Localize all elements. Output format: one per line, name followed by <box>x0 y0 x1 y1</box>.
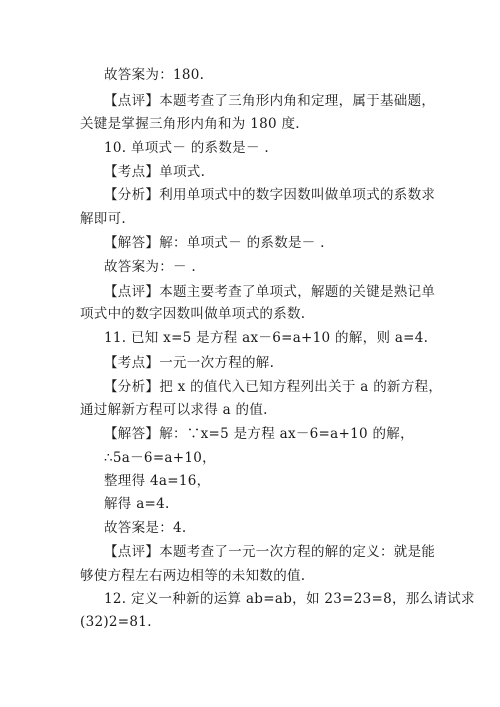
solution-step: ∴5a－6=a+10， <box>104 450 216 466</box>
question-11: 11. 已知 x=5 是方程 ax－6=a+10 的解，则 a=4. <box>104 330 429 346</box>
analysis-line-continued: 通过解新方程可以求得 a 的值. <box>80 402 268 418</box>
question-10: 10. 单项式－ 的系数是－ . <box>104 140 269 156</box>
comment-line: 【点评】本题主要考查了单项式，解题的关键是熟记单 <box>104 284 436 300</box>
analysis-line: 【分析】利用单项式中的数字因数叫做单项式的系数求 <box>104 187 436 203</box>
solution-step: 整理得 4a=16， <box>104 473 211 489</box>
comment-line-continued: 关键是掌握三角形内角和为 180 度. <box>80 116 300 132</box>
comment-line: 【点评】本题考查了三角形内角和定理，属于基础题， <box>104 93 436 109</box>
question-12-continued: (32)2=81. <box>80 614 152 630</box>
analysis-line: 【分析】把 x 的值代入已知方程列出关于 a 的新方程， <box>104 379 443 395</box>
topic-line: 【考点】一元一次方程的解. <box>104 355 275 371</box>
comment-line: 【点评】本题考查了一元一次方程的解的定义：就是能 <box>104 544 436 560</box>
answer-line: 故答案为：180. <box>104 67 205 83</box>
comment-line-continued: 项式中的数字因数叫做单项式的系数. <box>80 306 306 322</box>
solution-line: 【解答】解：∵x=5 是方程 ax－6=a+10 的解， <box>104 426 414 442</box>
answer-line: 故答案为：－ . <box>104 259 196 275</box>
solution-step: 解得 a=4. <box>104 496 170 512</box>
solution-line: 【解答】解：单项式－ 的系数是－ . <box>104 235 325 251</box>
question-12: 12. 定义一种新的运算 ab=ab，如 23=23=8，那么请试求 <box>104 591 475 607</box>
comment-line-continued: 够使方程左右两边相等的未知数的值. <box>80 568 306 584</box>
analysis-line-continued: 解即可. <box>80 211 126 227</box>
answer-line: 故答案是：4. <box>104 520 187 536</box>
topic-line: 【考点】单项式. <box>104 164 206 180</box>
